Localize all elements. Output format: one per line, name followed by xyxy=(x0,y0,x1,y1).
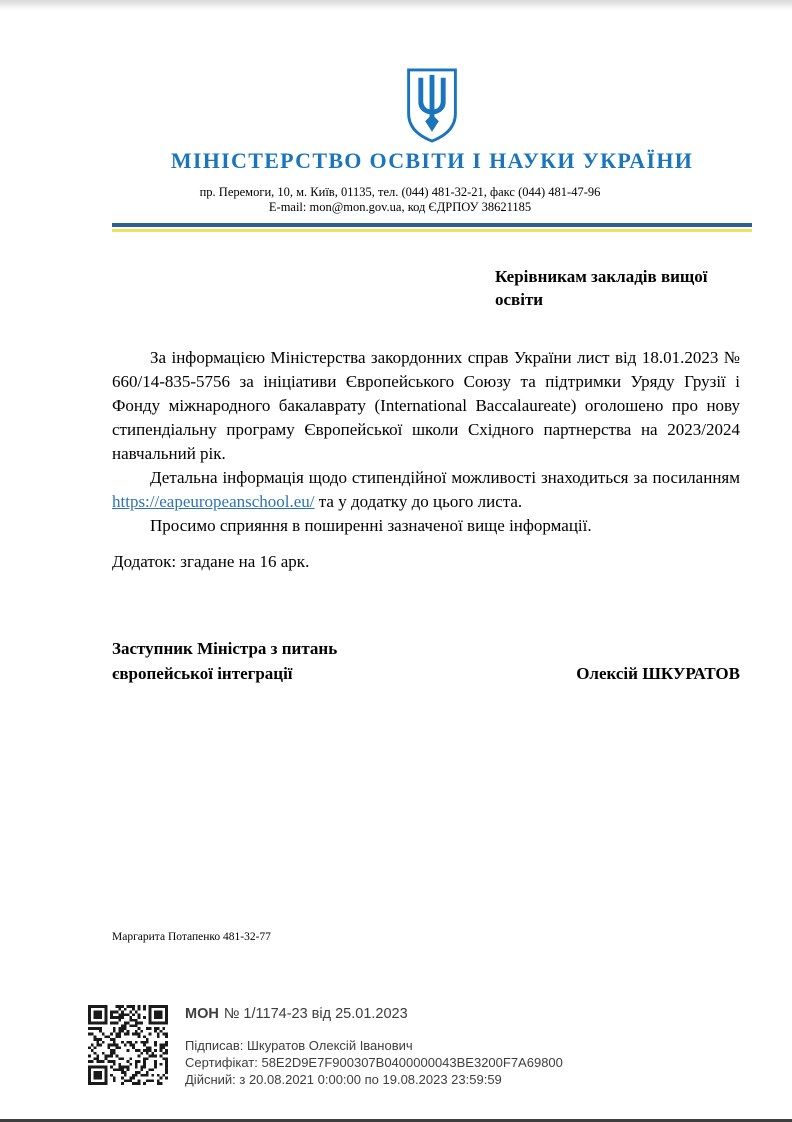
page-top-shadow xyxy=(0,0,792,10)
signer-position xyxy=(112,636,337,686)
letterhead-address xyxy=(112,185,688,215)
ukraine-trident-emblem-icon xyxy=(404,68,460,144)
body-paragraph-1: За інформацією Міністерства закордонних справ України лист від 18.01.2023 № 660/14-835-5756 за ініціативи Європейського Союзу та підтримки Уряду Грузії і Фонду міжнародного бакалаврату (International Baccalaureate) оголошено про нову стипендіальну програму Європейської школи Східного партнерства на 2023/2024 навчальний рік. xyxy=(112,348,740,463)
body-paragraph-2 xyxy=(112,466,740,514)
qr-code-icon xyxy=(88,1005,168,1085)
ministry-title: МІНІСТЕРСТВО ОСВІТИ І НАУКИ УКРАЇНИ xyxy=(170,148,694,173)
letter-body xyxy=(112,346,740,574)
signer-name: Олексій ШКУРАТОВ xyxy=(576,664,740,683)
paragraph-2-text: Детальна інформація щодо стипендійної можливості знаходиться за посиланням xyxy=(150,468,740,487)
stamp-text xyxy=(185,1005,563,1088)
divider-yellow-stripe xyxy=(112,229,752,232)
signer-position-line: Заступник Міністра з питань xyxy=(112,639,338,658)
stamp-registration-line xyxy=(185,1006,563,1022)
paragraph-2-text: та у додатку до цього листа. xyxy=(314,492,523,511)
stamp-signed-by: Підписав: Шкуратов Олексій Іванович xyxy=(185,1038,413,1053)
address-line: пр. Перемоги, 10, м. Київ, 01135, тел. (044) 481-32-21, факс (044) 481-47-96 xyxy=(199,185,601,199)
stamp-registration-number: № 1/1174-23 від 25.01.2023 xyxy=(223,1006,408,1022)
executor-contact-line: Маргарита Потапенко 481-32-77 xyxy=(112,931,271,943)
letterhead xyxy=(112,68,752,232)
signature-block xyxy=(112,636,740,686)
digital-signature-stamp xyxy=(88,1005,563,1088)
recipient-line: Керівникам закладів вищої xyxy=(495,267,708,286)
attachment-note: Додаток: згадане на 16 арк. xyxy=(112,552,310,571)
recipient-block xyxy=(495,265,745,311)
scholarship-link[interactable]: https://eapeuropeanschool.eu/ xyxy=(112,492,315,511)
email-line: E-mail: mon@mon.gov.ua, код ЄДРПОУ 38621185 xyxy=(268,200,532,214)
flag-divider xyxy=(112,223,752,232)
body-paragraph-3: Просимо сприяння в поширенні зазначеної вище інформації. xyxy=(150,516,592,535)
stamp-validity: Дійсний: з 20.08.2021 0:00:00 по 19.08.2023 23:59:59 xyxy=(185,1072,502,1087)
stamp-certificate: Сертифікат: 58E2D9E7F900307B0400000043BE3200F7A69800 xyxy=(185,1055,563,1070)
stamp-org-abbr: МОН xyxy=(185,1006,219,1022)
signer-position-line: європейської інтеграції xyxy=(112,664,293,683)
recipient-line: освіти xyxy=(495,290,544,309)
